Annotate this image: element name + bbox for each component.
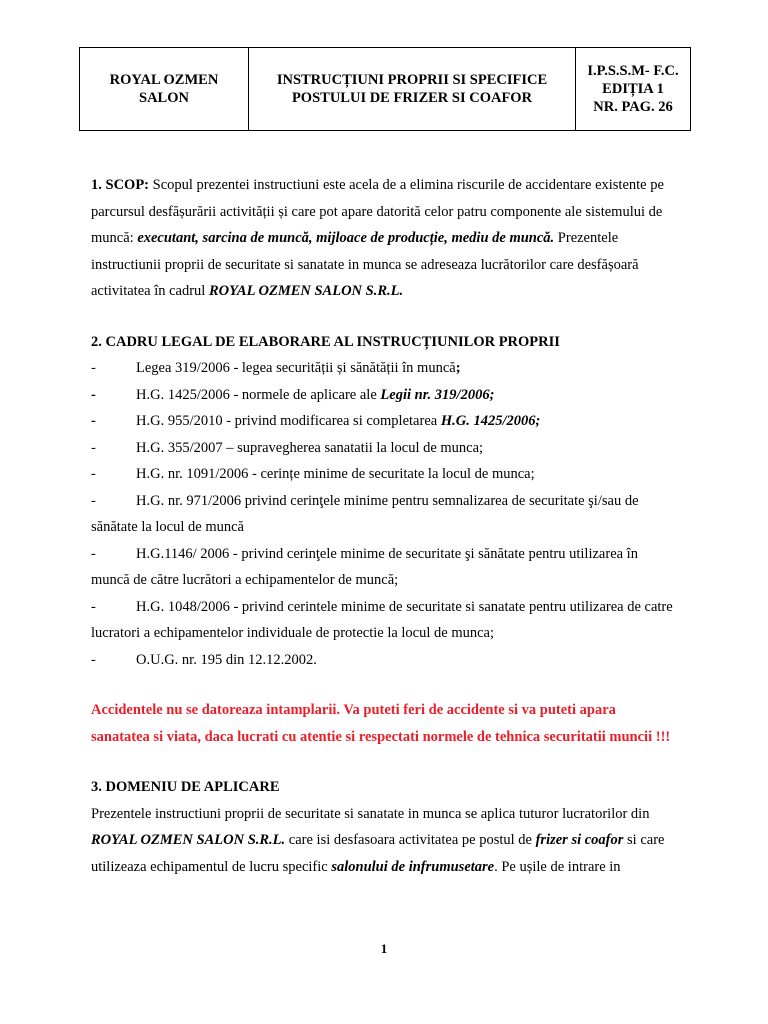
company-name-line1: ROYAL OZMEN bbox=[109, 72, 219, 88]
list-dash: - bbox=[91, 439, 96, 456]
title-cell bbox=[249, 48, 576, 131]
list-item bbox=[91, 461, 676, 488]
list-item bbox=[91, 541, 676, 594]
list-item-text: H.G. 1048/2006 - privind cerintele minime de securitate si sanatate pentru utilizarea de catre lucratori a echipamentelor individuale de protectie la locul de munca; bbox=[91, 598, 673, 641]
list-item-text bbox=[136, 408, 676, 435]
list-dash: - bbox=[91, 466, 96, 482]
list-item-text: H.G. nr. 1091/2006 - cerințe minime de securitate la locul de munca; bbox=[136, 466, 535, 482]
list-item bbox=[91, 408, 676, 435]
list-item bbox=[91, 647, 676, 674]
job-post-name: frizer si coafor bbox=[535, 832, 624, 848]
list-dash: - bbox=[91, 386, 96, 403]
application-text-4: . Pe ușile de intrare in bbox=[494, 858, 621, 875]
list-item-bold: ; bbox=[455, 360, 461, 376]
salon-type: salonului de infrumusetare bbox=[331, 858, 495, 875]
list-item-text: H.G.1146/ 2006 - privind cerinţele minime de securitate şi sănătate pentru utilizarea în muncă de către lucrători a echipamentelor de muncă; bbox=[91, 545, 638, 588]
section-scope bbox=[91, 172, 676, 305]
company-legal-name: ROYAL OZMEN SALON S.R.L. bbox=[208, 283, 404, 299]
page-number: 1 bbox=[380, 941, 388, 956]
list-item bbox=[91, 382, 676, 409]
section-scope-text: Scopul prezentei instructiuni este acela de a elimina riscurile de accidentare existente pe parcursul desfășurării activității și care pot apare datorită celor patru componente ale sistemului de muncă: bbox=[91, 177, 664, 246]
document-code: I.P.S.S.M- F.C. bbox=[587, 63, 679, 79]
document-title-line1: INSTRUCȚIUNI PROPRII SI SPECIFICE bbox=[276, 72, 548, 88]
section-scope-title: 1. SCOP: bbox=[91, 177, 149, 193]
list-item-text bbox=[136, 382, 676, 409]
document-header-table bbox=[79, 47, 691, 131]
list-item-body: H.G. 955/2010 - privind modificarea si completarea bbox=[136, 413, 441, 429]
list-item-bold: H.G. 1425/2006; bbox=[440, 413, 541, 429]
list-item bbox=[91, 488, 676, 541]
list-item-text bbox=[136, 355, 676, 382]
section-scope-text-2: Prezentele instructiunii proprii de securitate si sanatate in munca se adreseaza lucrătorilor care desfășoară activitatea în cadrul bbox=[91, 230, 639, 299]
section-scope-application-text bbox=[91, 801, 676, 881]
list-dash: - bbox=[91, 651, 96, 668]
document-body bbox=[91, 172, 676, 880]
company-name-line2: SALON bbox=[139, 90, 189, 106]
application-text-2: care isi desfasoara activitatea pe postul de bbox=[285, 832, 536, 848]
application-text-3: si care utilizeaza echipamentul de lucru specific bbox=[91, 832, 665, 875]
list-item bbox=[91, 435, 676, 462]
list-item bbox=[91, 594, 676, 647]
list-item-body: Legea 319/2006 - legea securității și sănătății în muncă bbox=[136, 360, 456, 376]
list-dash: - bbox=[91, 492, 96, 509]
list-dash: - bbox=[91, 545, 96, 562]
list-item-body: H.G. 1425/2006 - normele de aplicare ale bbox=[136, 386, 381, 403]
safety-warning: Accidentele nu se datoreaza intamplarii. Va puteti feri de accidente si va puteti apara sanatatea si viata, daca lucrati cu atentie si respectati normele de tehnica securitatii muncii !!! bbox=[91, 702, 671, 745]
document-title-line2: POSTULUI DE FRIZER SI COAFOR bbox=[291, 90, 533, 106]
list-item-bold: Legii nr. 319/2006; bbox=[380, 386, 495, 403]
code-cell bbox=[576, 48, 691, 131]
list-dash: - bbox=[91, 598, 96, 615]
document-pages: NR. PAG. 26 bbox=[593, 99, 673, 115]
list-item-text: H.G. 355/2007 – supravegherea sanatatii la locul de munca; bbox=[136, 439, 484, 456]
company-cell bbox=[80, 48, 249, 131]
company-legal-name: ROYAL OZMEN SALON S.R.L. bbox=[91, 832, 286, 848]
list-dash: - bbox=[91, 360, 96, 376]
list-item bbox=[91, 355, 676, 382]
list-dash: - bbox=[91, 413, 96, 429]
list-item-text: O.U.G. nr. 195 din 12.12.2002. bbox=[136, 651, 317, 668]
document-edition: EDIȚIA 1 bbox=[602, 81, 664, 97]
legal-list bbox=[91, 355, 676, 673]
section-legal-title: 2. CADRU LEGAL DE ELABORARE AL INSTRUCȚIUNILOR PROPRII bbox=[91, 333, 560, 350]
application-text-1: Prezentele instructiuni proprii de securitate si sanatate in munca se aplica tuturor lucratorilor din bbox=[91, 805, 650, 822]
work-system-components: executant, sarcina de muncă, mijloace de producție, mediu de muncă. bbox=[137, 230, 555, 246]
section-scope-application-title: 3. DOMENIU DE APLICARE bbox=[91, 779, 280, 795]
list-item-text: H.G. nr. 971/2006 privind cerinţele minime pentru semnalizarea de securitate şi/sau de sănătate la locul de muncă bbox=[91, 492, 639, 535]
